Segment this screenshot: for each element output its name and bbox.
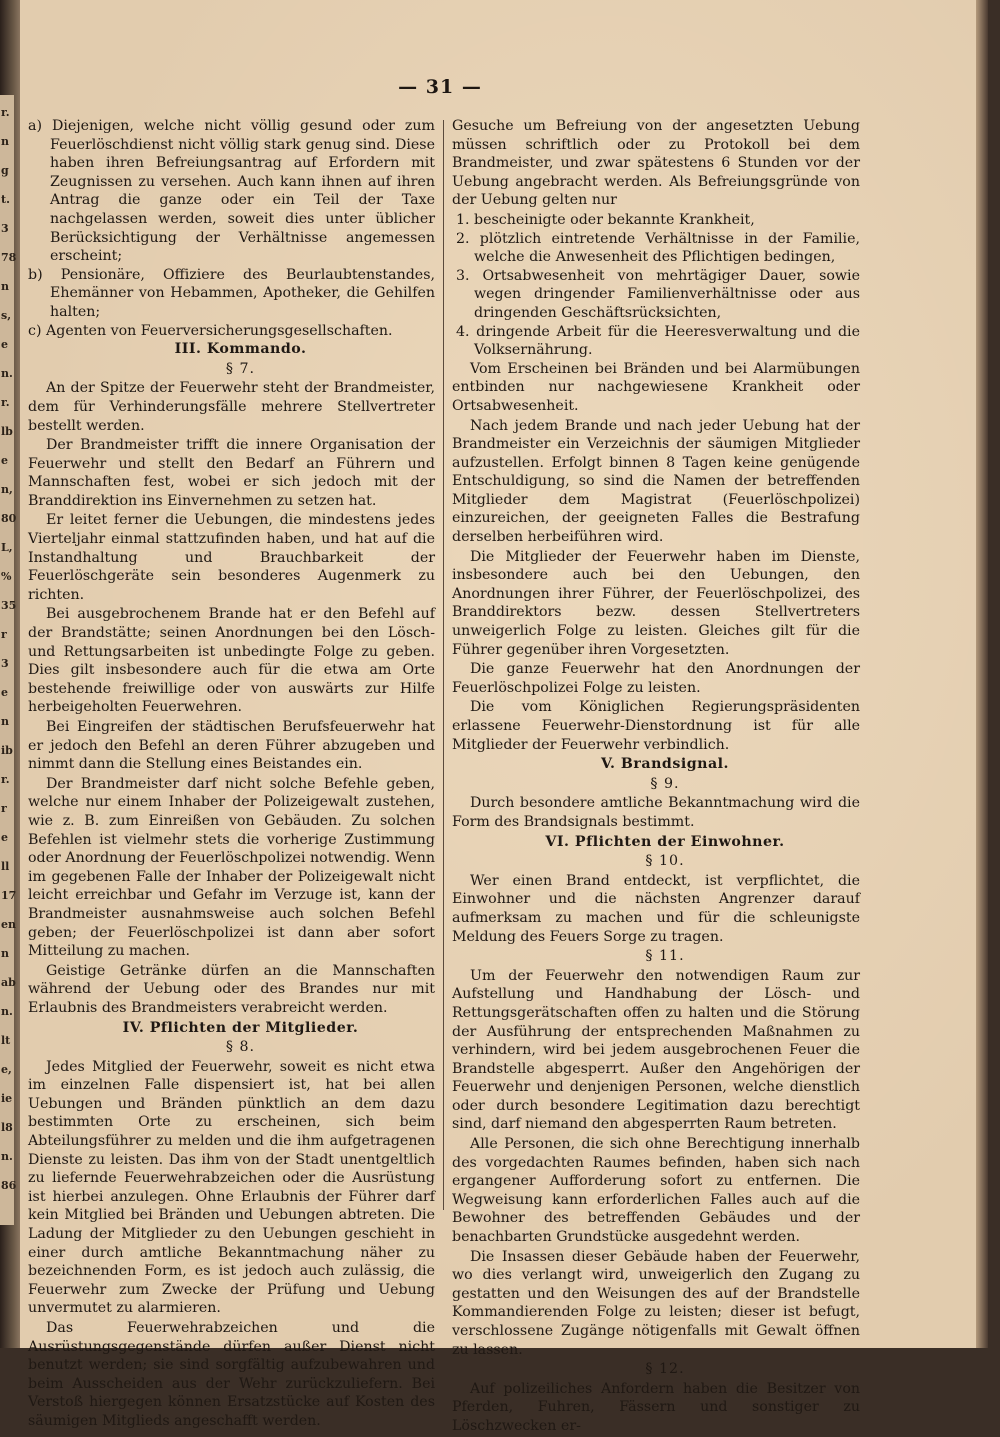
paragraph: Alle Personen, die sich ohne Berechtigung innerhalb des vorgedachten Raumes befinden, haben sich nach ergangener Aufforderung sofort zu entfernen. Die Wegweisung kann erforderlichen Falles auch auf die Bewohner des betreffenden Gebäudes und der benachbarten Grundstücke ausgedehnt werden. xyxy=(452,1136,860,1246)
list-item: c) Agenten von Feuerversicherungsgesellschaften. xyxy=(28,322,393,339)
paragraph: Nach jedem Brande und nach jeder Uebung hat der Brandmeister ein Verzeichnis der säumigen Mitglieder aufzustellen. Erfolgt binnen 8 Tagen keine genügende Entschuldigung, so sind die Namen der betreffenden Mitglieder dem Magistrat (Feuerlöschpolizei) einzureichen, der geeigneten Falles die Bestrafung derselben herbeiführen wird. xyxy=(452,417,860,546)
paragraph: Er leitet ferner die Uebungen, die mindestens jedes Vierteljahr einmal stattzufinden haben, und hat auf die Instandhaltung und Brauchbarkeit der Feuerlöschgeräte sein besonderes Augenmerk zu richten. xyxy=(28,512,435,603)
paragraph: Die Insassen dieser Gebäude haben der Feuerwehr, wo dies verlangt wird, unweigerlich den Zugang zu gestatten und den Weisungen des auf der Brandstelle Kommandierenden Folge zu leisten; dieser ist befugt, verschlossene Zugänge nötigenfalls mit Gewalt öffnen zu lassen. xyxy=(452,1248,860,1358)
paragraph: Die ganze Feuerwehr hat den Anordnungen der Feuerlöschpolizei Folge zu leisten. xyxy=(452,661,860,696)
paragraph: Durch besondere amtliche Bekanntmachung wird die Form des Brandsignals bestimmt. xyxy=(452,795,860,830)
margin-fragment: 78 xyxy=(1,251,17,264)
margin-fragment: 3 xyxy=(1,657,9,670)
paragraph-number: § 9. xyxy=(650,775,680,792)
paragraph: Geistige Getränke dürfen an die Mannschaften während der Uebung oder des Brandes nur mit Erlaubnis des Brandmeisters verabreicht werden. xyxy=(28,962,435,1016)
margin-fragment: ib xyxy=(1,744,13,757)
numbered-item: 1. bescheinigte oder bekannte Krankheit, xyxy=(456,211,755,228)
margin-fragment: ab xyxy=(1,976,16,989)
margin-fragment: n. xyxy=(1,1005,13,1018)
margin-fragment: 80 xyxy=(1,512,17,525)
numbered-item: 2. plötzlich eintretende Verhältnisse in der Familie, welche die Anwesenheit des Pflichtigen bedingen, xyxy=(456,230,860,266)
margin-fragment: 17 xyxy=(1,889,17,902)
section-heading: III. Kommando. xyxy=(174,341,307,358)
margin-fragment: e, xyxy=(1,1063,12,1076)
paragraph-number: § 8. xyxy=(225,1039,256,1056)
margin-fragment: r. xyxy=(1,396,10,409)
margin-fragment: 35 xyxy=(1,599,17,612)
paragraph-number: § 10. xyxy=(645,853,685,870)
page-edge xyxy=(976,0,988,1348)
section-heading: IV. Pflichten der Mitglieder. xyxy=(122,1019,359,1036)
page-number: — 31 — xyxy=(398,76,482,98)
margin-fragment: r. xyxy=(1,106,10,119)
margin-fragment: % xyxy=(1,570,12,583)
left-column xyxy=(28,117,435,1432)
margin-fragment: 3 xyxy=(1,222,9,235)
document-page xyxy=(20,0,988,1434)
paragraph: Der Brandmeister darf nicht solche Befehle geben, welche nur einem Inhaber der Polizeigewalt zustehen, wie z. B. zum Einreißen von Gebäuden. Zu solchen Befehlen ist vielmehr stets die vorherige Zustimmung oder Anordnung der Feuerlöschpolizei notwendig. Wenn im gegebenen Falle der Inhaber der Polizeigewalt nicht leicht erreichbar und Gefahr im Verzuge ist, kann der Brandmeister ausnahmsweise auch solchen Befehl geben; der Feuerlöschpolizei ist dann aber sofort Mitteilung zu machen. xyxy=(28,775,435,960)
paragraph-number: § 12. xyxy=(645,1361,685,1378)
margin-fragment: n xyxy=(1,135,9,148)
margin-fragment: n xyxy=(1,280,9,293)
section-heading: V. Brandsignal. xyxy=(601,756,729,773)
paragraph: Auf polizeiliches Anfordern haben die Besitzer von Pferden, Fuhren, Fässern und sonstiger zu Löschzwecken er- xyxy=(452,1380,860,1434)
facing-page-edge xyxy=(0,95,17,1225)
paragraph: Die vom Königlichen Regierungspräsidenten erlassene Feuerwehr-Dienstordnung ist für alle Mitglieder der Feuerwehr verbindlich. xyxy=(452,699,860,753)
margin-fragment: n. xyxy=(1,1150,13,1163)
paragraph: Gesuche um Befreiung von der angesetzten Uebung müssen schriftlich oder zu Protokoll bei dem Brandmeister, und zwar spätestens 6 Stunden vor der Uebung angebracht werden. Als Befreiungsgründe von der Uebung gelten nur xyxy=(452,118,860,209)
margin-fragment: l8 xyxy=(1,1121,13,1134)
margin-fragment: r. xyxy=(1,773,10,786)
list-item: a) Diejenigen, welche nicht völlig gesund oder zum Feuerlöschdienst nicht völlig stark genug sind. Diese haben ihren Befreiungsantrag auf Erfordern mit Zeugnissen zu versehen. Auch kann ihnen auf ihren Antrag die ganze oder ein Teil der Taxe nachgelassen werden, soweit dies unter üblicher Berücksichtigung der Verhältnisse angemessen erscheint; xyxy=(28,118,435,265)
margin-fragment: e xyxy=(1,454,8,467)
margin-fragment: e xyxy=(1,686,8,699)
paragraph: Vom Erscheinen bei Bränden und bei Alarmübungen entbinden nur nachgewiesene Krankheit oder Ortsabwesenheit. xyxy=(452,360,860,414)
numbered-item: 4. dringende Arbeit für die Heeresverwaltung und die Volksernährung. xyxy=(456,323,860,359)
paragraph: Bei ausgebrochenem Brande hat er den Befehl auf der Brandstätte; seinen Anordnungen bei den Lösch- und Rettungsarbeiten ist unbedingte Folge zu geben. Dies gilt insbesondere auch für die etwa am Orte bestehende freiwillige oder von auswärts zur Hilfe herbeigeholten Feuerwehren. xyxy=(28,606,435,716)
margin-fragment: en xyxy=(1,918,16,931)
column-divider xyxy=(443,120,444,1210)
paragraph-number: § 7. xyxy=(225,360,256,377)
margin-fragment: s, xyxy=(1,309,12,322)
right-column xyxy=(452,117,860,1437)
paragraph-number: § 11. xyxy=(645,948,685,965)
margin-fragment: ie xyxy=(1,1092,13,1105)
paragraph: Um der Feuerwehr den notwendigen Raum zur Aufstellung und Handhabung der Lösch- und Rettungsgerätschaften offen zu halten und die Störung der Ausführung der entsprechenden Maßnahmen zu verhindern, wird bei jedem ausgebrochenen Feuer die Brandstelle abgesperrt. Außer den Angehörigen der Feuerwehr und denjenigen Personen, welche dienstlich oder durch besondere Legitimation dazu berechtigt sind, darf niemand den abgesperrten Raum betreten. xyxy=(452,967,860,1133)
paragraph: Jedes Mitglied der Feuerwehr, soweit es nicht etwa im einzelnen Falle dispensiert ist, hat bei allen Uebungen und Bränden pünktlich an dem dazu bestimmten Orte zu erscheinen, sich beim Abteilungsführer zu melden und die ihm aufgetragenen Dienste zu leisten. Das ihm von der Stadt unentgeltlich zu liefernde Feuerwehrabzeichen oder die Ausrüstung ist hierbei anzulegen. Ohne Erlaubnis der Führer darf kein Mitglied bei Bränden und Uebungen abtreten. Die Ladung der Mitglieder zu den Uebungen geschieht in einer durch amtliche Bekanntmachung näher zu bezeichnenden Form, es ist jedoch auch zulässig, die Feuerwehr zum Zwecke der Prüfung und Uebung unvermutet zu alarmieren. xyxy=(28,1058,435,1317)
margin-fragment: L, xyxy=(1,541,13,554)
margin-fragment: n, xyxy=(1,483,13,496)
paragraph: Wer einen Brand entdeckt, ist verpflichtet, die Einwohner und die nächsten Angrenzer darauf aufmerksam zu machen und für die schleunigste Meldung des Feuers Sorge zu tragen. xyxy=(452,872,860,945)
margin-fragment: lb xyxy=(1,425,13,438)
paragraph: An der Spitze der Feuerwehr steht der Brandmeister, dem für Verhinderungsfälle mehrere Stellvertreter bestellt werden. xyxy=(28,380,435,434)
paragraph: Bei Eingreifen der städtischen Berufsfeuerwehr hat er jedoch den Befehl an deren Führer abzugeben und nimmt dann die Stellung eines Beistandes ein. xyxy=(28,719,435,773)
margin-fragment: e xyxy=(1,831,8,844)
list-item: b) Pensionäre, Offiziere des Beurlaubtenstandes, Ehemänner von Hebammen, Apotheker, die Gehilfen halten; xyxy=(28,266,435,320)
paragraph: Das Feuerwehrabzeichen und die Ausrüstungsgegenstände dürfen außer Dienst nicht benutzt werden; sie sind sorgfältig aufzubewahren und beim Ausscheiden aus der Wehr zurückzuliefern. Bei Verstoß hiergegen können Ersatzstücke auf Kosten des säumigen Mitglieds angeschafft werden. xyxy=(28,1320,435,1429)
margin-fragment: r xyxy=(1,628,7,641)
margin-fragment: e xyxy=(1,338,8,351)
margin-fragment: 86 xyxy=(1,1179,17,1192)
margin-fragment: r xyxy=(1,802,7,815)
margin-fragment: g xyxy=(1,164,9,177)
section-heading: VI. Pflichten der Einwohner. xyxy=(545,833,785,850)
margin-fragment: n xyxy=(1,947,9,960)
paragraph: Der Brandmeister trifft die innere Organisation der Feuerwehr und stellt den Bedarf an Führern und Mannschaften fest, wobei er sich jedoch mit der Branddirektion ins Einvernehmen zu setzen hat. xyxy=(28,437,435,509)
margin-fragment: t. xyxy=(1,193,10,206)
margin-fragment: n. xyxy=(1,367,13,380)
margin-fragment: lt xyxy=(1,1034,11,1047)
margin-fragment: n xyxy=(1,715,9,728)
margin-fragment: ll xyxy=(1,860,10,873)
paragraph: Die Mitglieder der Feuerwehr haben im Dienste, insbesondere auch bei den Uebungen, den Anordnungen ihrer Führer, der Feuerlöschpolizei, des Branddirektors bezw. dessen Stellvertreters unweigerlich Folge zu leisten. Gleiches gilt für die Führer gegenüber ihren Vorgesetzten. xyxy=(452,548,860,658)
numbered-item: 3. Ortsabwesenheit von mehrtägiger Dauer, sowie wegen dringender Familienverhältnisse oder aus dringenden Geschäftsrücksichten, xyxy=(456,267,860,321)
